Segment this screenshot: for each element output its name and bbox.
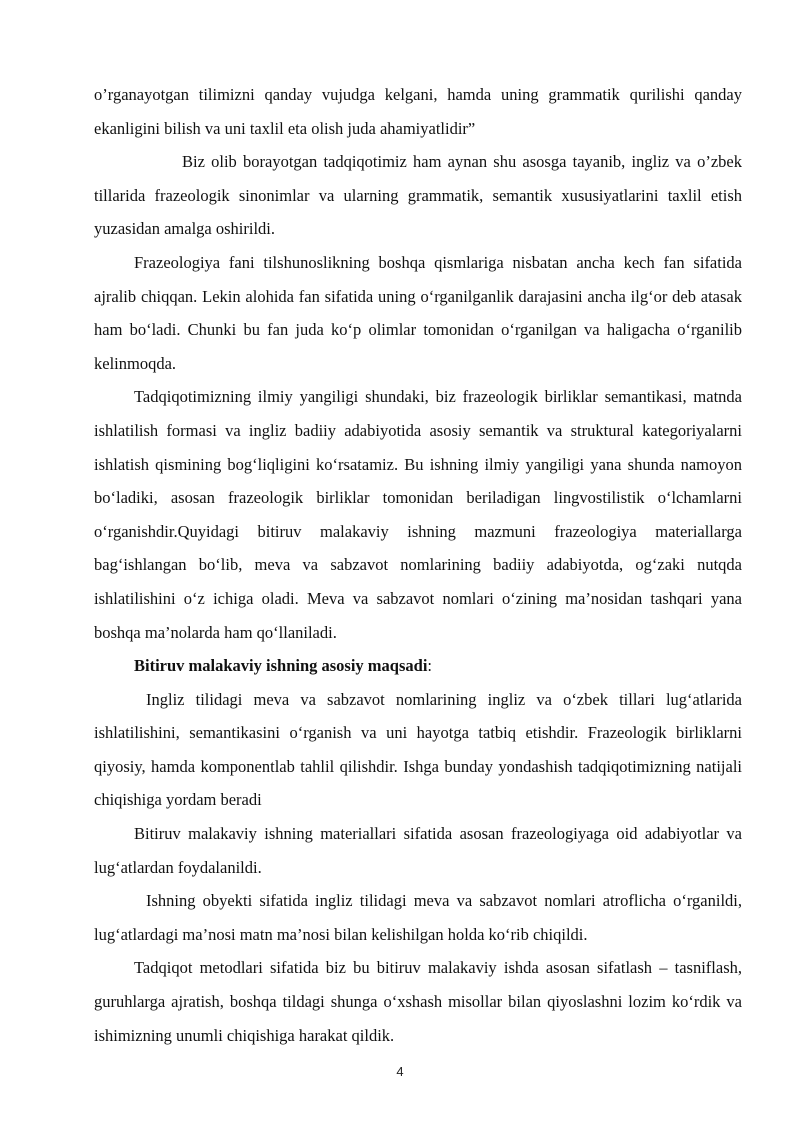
paragraph-scientific-novelty: Tadqiqotimizning ilmiy yangiligi shundaki, biz frazeologik birliklar semantikasi, matnda ishlatilish formasi va ingliz badiiy adabiyotida asosiy semantik va struktural kategoriyalarni ishlatish qismining bog‘liqligini ko‘rsatamiz. Bu ishning ilmiy yangiligi yana shunda namoyon bo‘ladiki, asosan frazeologik birliklar tomonidan beriladigan lingvostilistik o‘lchamlarni o‘rganishdir.Quyidagi bitiruv malakaviy ishning mazmuni frazeologiya materiallarga bag‘ishlangan bo‘lib, meva va sabzavot nomlarining badiiy adabiyotda, og‘zaki nutqda ishlatilishini o‘z ichiga oladi. Meva va sabzavot nomlari o‘zining ma’nosidan tashqari yana boshqa ma’nolarda ham qo‘llaniladi. <box>94 387 742 642</box>
paragraph-main-goal: Ingliz tilidagi meva va sabzavot nomlarining ingliz va o‘zbek tillari lug‘atlarida ishlatilishini, semantikasini o‘rganish va uni hayotga tatbiq etishdir. Frazeologik birliklarni qiyosiy, hamda komponentlab tahlil qilishdir. Ishga bunday yondashish tadqiqotimizning natijali chiqishiga yordam beradi <box>94 689 742 810</box>
section-heading <box>94 649 742 683</box>
paragraph-continuation: o’rganayotgan tilimizni qanday vujudga kelgani, hamda uning grammatik qurilishi qanday ekanligini bilish va uni taxlil eta olish juda ahamiyatlidir” <box>94 85 742 138</box>
section-heading-text: Bitiruv malakaviy ishning asosiy maqsadi <box>134 656 428 676</box>
paragraph-methods: Tadqiqot metodlari sifatida biz bu bitiruv malakaviy ishda asosan sifatlash – tasniflash, guruhlarga ajratish, boshqa tildagi shunga o‘xshash misollar bilan qiyoslashni lozim ko‘rdik va ishimizning unumli chiqishiga harakat qildik. <box>94 958 742 1045</box>
document-body <box>94 78 742 1052</box>
paragraph-phraseology-history: Frazeologiya fani tilshunoslikning boshqa qismlariga nisbatan ancha kech fan sifatida ajralib chiqqan. Lekin alohida fan sifatida uning o‘rganilganlik darajasini ancha ilg‘or deb atasak ham bo‘ladi. Chunki bu fan juda ko‘p olimlar tomonidan o‘rganilgan va haligacha o‘rganilib kelinmoqda. <box>94 252 742 373</box>
paragraph-object: Ishning obyekti sifatida ingliz tilidagi meva va sabzavot nomlari atroflicha o‘rganildi, lug‘atlardagi ma’nosi matn ma’nosi bilan kelishilgan holda ko‘rib chiqildi. <box>94 891 742 944</box>
section-heading-colon: : <box>427 656 433 676</box>
paragraph-materials: Bitiruv malakaviy ishning materiallari sifatida asosan frazeologiyaga oid adabiyotlar va lug‘atlardan foydalanildi. <box>94 824 742 877</box>
page-number: 4 <box>396 1064 404 1079</box>
paragraph-research-basis: Biz olib borayotgan tadqiqotimiz ham aynan shu asosga tayanib, ingliz va o’zbek tillarida frazeologik sinonimlar va ularning grammatik, semantik xususiyatlarini taxlil etish yuzasidan amalga oshirildi. <box>94 152 742 239</box>
